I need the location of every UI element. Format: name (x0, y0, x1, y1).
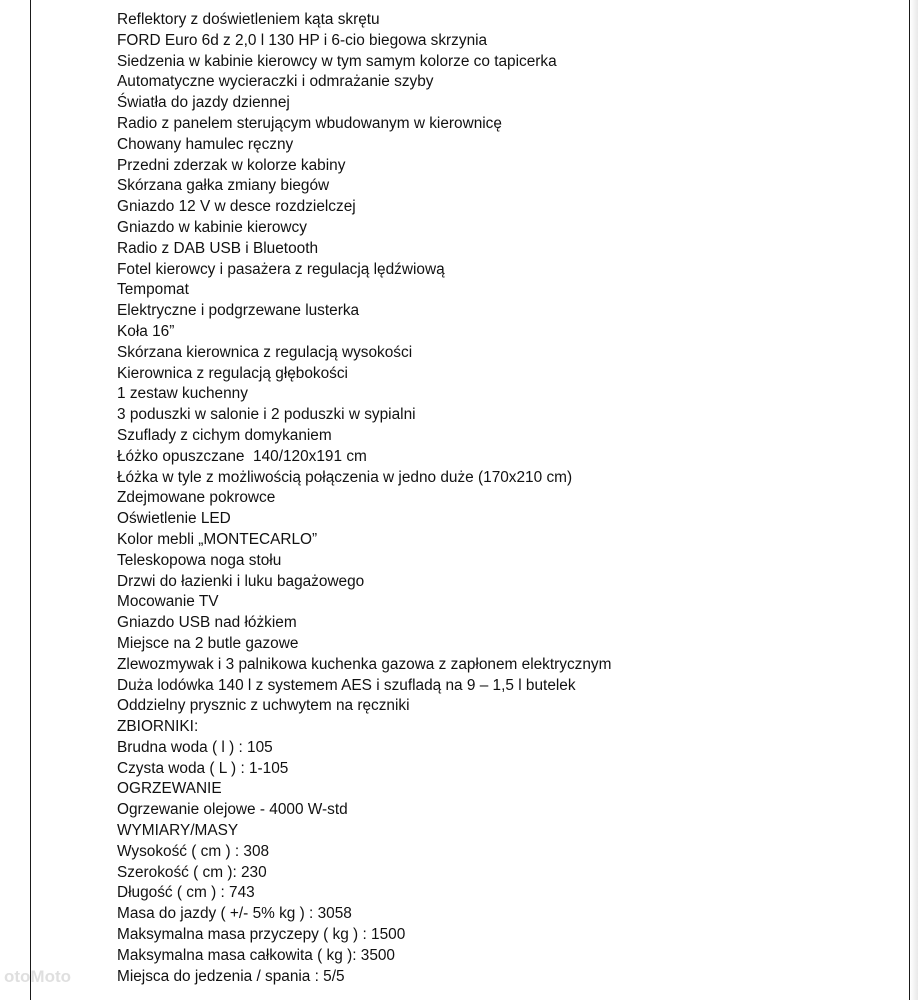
list-item: Kolor mebli „MONTECARLO” (117, 530, 318, 548)
list-item: Łóżka w tyle z możliwością połączenia w jedno duże (170x210 cm) (117, 468, 573, 486)
list-item: Przedni zderzak w kolorze kabiny (117, 156, 346, 174)
list-item: Oddzielny prysznic z uchwytem na ręczniki (117, 697, 410, 715)
list-item: Gniazdo w kabinie kierowcy (117, 218, 307, 236)
list-item: Maksymalna masa przyczepy ( kg ) : 1500 (117, 926, 406, 944)
list-item: Skórzana kierownica z regulacją wysokości (117, 343, 413, 361)
list-item: Gniazdo USB nad łóżkiem (117, 614, 297, 632)
list-item: 1 zestaw kuchenny (117, 385, 248, 403)
list-item: FORD Euro 6d z 2,0 l 130 HP i 6-cio biegowa skrzynia (117, 31, 488, 49)
list-item: Szerokość ( cm ): 230 (117, 863, 267, 881)
watermark-logo: otoMoto (4, 967, 72, 986)
list-item: Czysta woda ( L ) : 1-105 (117, 759, 289, 777)
list-item: Teleskopowa noga stołu (117, 551, 282, 569)
list-item: Elektryczne i podgrzewane lusterka (117, 302, 360, 320)
list-item: Brudna woda ( l ) : 105 (117, 738, 273, 756)
list-item: Oświetlenie LED (117, 510, 231, 528)
list-item: Kierownica z regulacją głębokości (117, 364, 348, 382)
list-item: Duża lodówka 140 l z systemem AES i szufladą na 9 – 1,5 l butelek (117, 676, 576, 694)
list-item: Światła do jazdy dziennej (117, 94, 290, 112)
list-item: Długość ( cm ) : 743 (117, 884, 255, 902)
list-item: Zlewozmywak i 3 palnikowa kuchenka gazowa z zapłonem elektrycznym (117, 655, 612, 673)
list-item: Gniazdo 12 V w desce rozdzielczej (117, 198, 356, 216)
list-item: Skórzana gałka zmiany biegów (117, 177, 330, 195)
page-edge-shadow (910, 0, 918, 1000)
specification-list (117, 10, 611, 987)
list-item: Masa do jazdy ( +/- 5% kg ) : 3058 (117, 905, 352, 923)
list-item: Automatyczne wycieraczki i odmrażanie szyby (117, 73, 434, 91)
list-item: Szuflady z cichym domykaniem (117, 426, 332, 444)
list-item: Siedzenia w kabinie kierowcy w tym samym kolorze co tapicerka (117, 52, 557, 70)
list-item: Łóżko opuszczane 140/120x191 cm (117, 447, 367, 465)
list-item: Tempomat (117, 281, 189, 299)
list-item: 3 poduszki w salonie i 2 poduszki w sypialni (117, 406, 416, 424)
section-heading-heating: OGRZEWANIE (117, 780, 222, 798)
section-heading-tanks: ZBIORNIKI: (117, 718, 199, 736)
list-item: Radio z DAB USB i Bluetooth (117, 239, 319, 257)
list-item: Fotel kierowcy i pasażera z regulacją lędźwiową (117, 260, 445, 278)
list-item: Zdejmowane pokrowce (117, 489, 276, 507)
list-item: Reflektory z doświetleniem kąta skrętu (117, 11, 380, 28)
list-item: Chowany hamulec ręczny (117, 135, 294, 153)
list-item: Maksymalna masa całkowita ( kg ): 3500 (117, 946, 395, 964)
document-page (30, 0, 910, 1000)
list-item: Drzwi do łazienki i luku bagażowego (117, 572, 365, 590)
list-item: Ogrzewanie olejowe - 4000 W-std (117, 801, 348, 819)
list-item: Koła 16” (117, 322, 175, 340)
list-item: Mocowanie TV (117, 593, 219, 611)
list-item: Radio z panelem sterującym wbudowanym w kierownicę (117, 114, 502, 132)
section-heading-dimensions: WYMIARY/MASY (117, 822, 239, 840)
list-item: Miejsca do jedzenia / spania : 5/5 (117, 967, 345, 985)
list-item: Wysokość ( cm ) : 308 (117, 842, 270, 860)
list-item: Miejsce na 2 butle gazowe (117, 634, 299, 652)
